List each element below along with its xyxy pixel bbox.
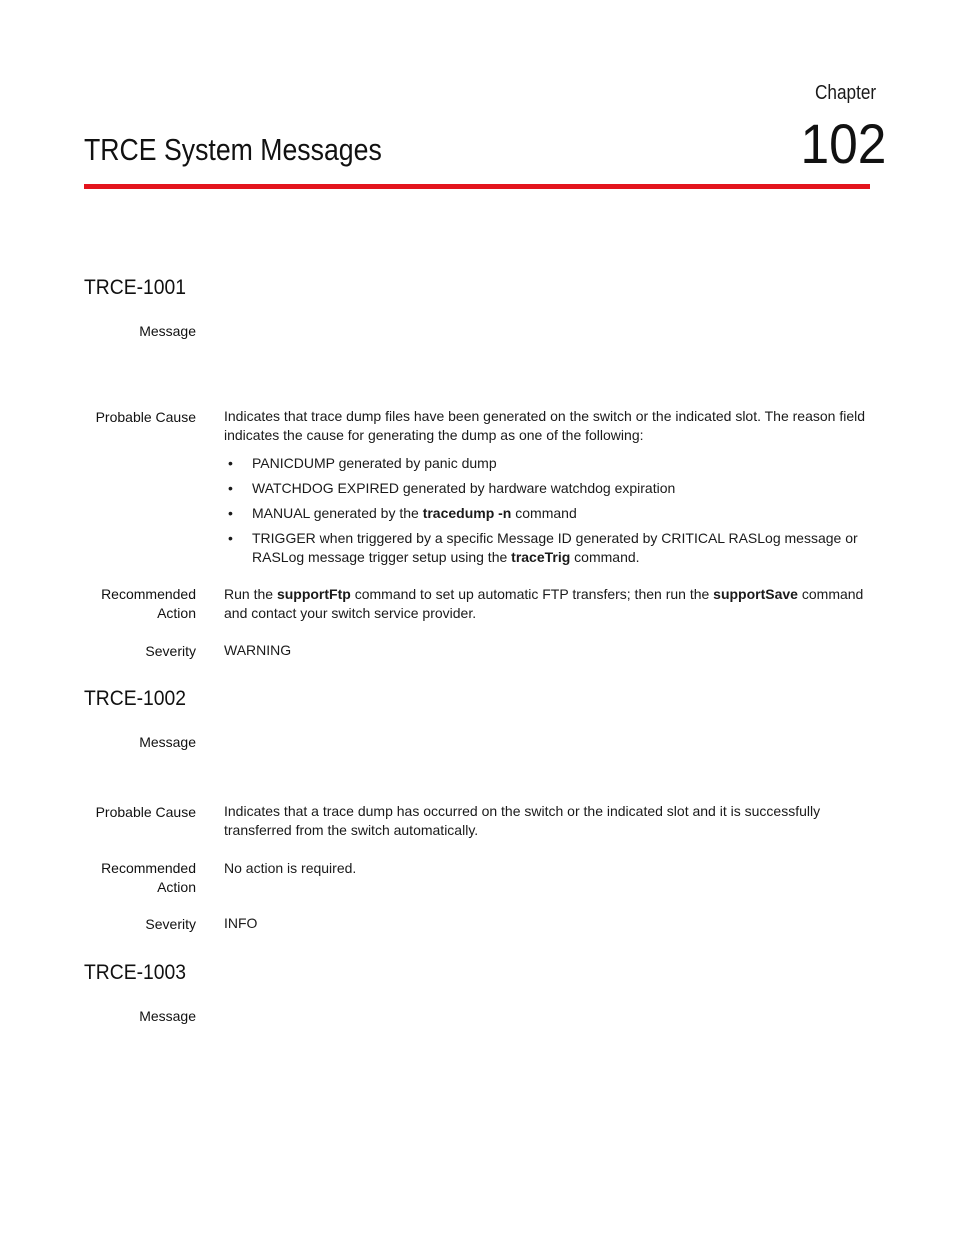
title-rule bbox=[84, 184, 870, 189]
list-item bbox=[224, 454, 874, 473]
severity-value: INFO bbox=[224, 915, 258, 931]
bullet-icon: • bbox=[228, 455, 233, 471]
list-item-text: TRIGGER when triggered by a specific Message ID generated by CRITICAL RASLog message or RASLog message trigger setup using the bbox=[252, 530, 858, 565]
recommended-action-text bbox=[224, 585, 874, 623]
list-item-text: PANICDUMP generated by panic dump bbox=[252, 455, 497, 471]
command-name: traceTrig bbox=[511, 549, 571, 565]
action-text: Run the bbox=[224, 586, 277, 602]
severity-value: WARNING bbox=[224, 642, 292, 658]
label-line: Recommended bbox=[101, 860, 196, 876]
list-item-text: command bbox=[511, 505, 577, 521]
bullet-icon: • bbox=[228, 480, 233, 496]
probable-cause-label: Probable Cause bbox=[95, 409, 196, 425]
message-label: Message bbox=[139, 1008, 196, 1024]
label-line: Action bbox=[157, 879, 196, 895]
recommended-action-label bbox=[101, 585, 196, 623]
chapter-label: Chapter bbox=[814, 82, 876, 104]
list-item bbox=[224, 479, 874, 498]
bullet-icon: • bbox=[228, 505, 233, 521]
list-item-text: command. bbox=[570, 549, 640, 565]
recommended-action-label bbox=[101, 859, 196, 897]
label-line: Recommended bbox=[101, 586, 196, 602]
reason-list bbox=[224, 454, 874, 573]
command-name: supportFtp bbox=[276, 586, 351, 602]
recommended-action-text: No action is required. bbox=[224, 860, 357, 876]
severity-label: Severity bbox=[145, 643, 196, 659]
command-name: supportSave bbox=[713, 586, 798, 602]
probable-cause-text: Indicates that a trace dump has occurred on the switch or the indicated slot and it is successfully transferred from the switch automatically. bbox=[224, 803, 821, 838]
bullet-icon: • bbox=[228, 530, 233, 546]
section-title-trce-1001: TRCE-1001 bbox=[84, 276, 187, 299]
probable-cause-text: Indicates that trace dump files have been generated on the switch or the indicated slot. The reason field indicates the cause for generating the dump as one of the following: bbox=[224, 408, 866, 443]
message-label: Message bbox=[139, 323, 196, 339]
list-item-text: MANUAL generated by the bbox=[252, 505, 423, 521]
action-text: command and contact your switch service provider. bbox=[224, 586, 864, 621]
page-title: TRCE System Messages bbox=[84, 132, 382, 167]
list-item bbox=[224, 529, 874, 567]
message-label: Message bbox=[139, 734, 196, 750]
label-line: Action bbox=[157, 605, 196, 621]
chapter-number: 102 bbox=[800, 112, 886, 175]
list-item-text: WATCHDOG EXPIRED generated by hardware watchdog expiration bbox=[252, 480, 676, 496]
command-name: tracedump -n bbox=[422, 505, 512, 521]
action-text: command to set up automatic FTP transfers; then run the bbox=[350, 586, 714, 602]
section-title-trce-1002: TRCE-1002 bbox=[84, 687, 187, 710]
list-item bbox=[224, 504, 874, 523]
section-title-trce-1003: TRCE-1003 bbox=[84, 961, 187, 984]
severity-label: Severity bbox=[145, 916, 196, 932]
probable-cause-label: Probable Cause bbox=[95, 804, 196, 820]
